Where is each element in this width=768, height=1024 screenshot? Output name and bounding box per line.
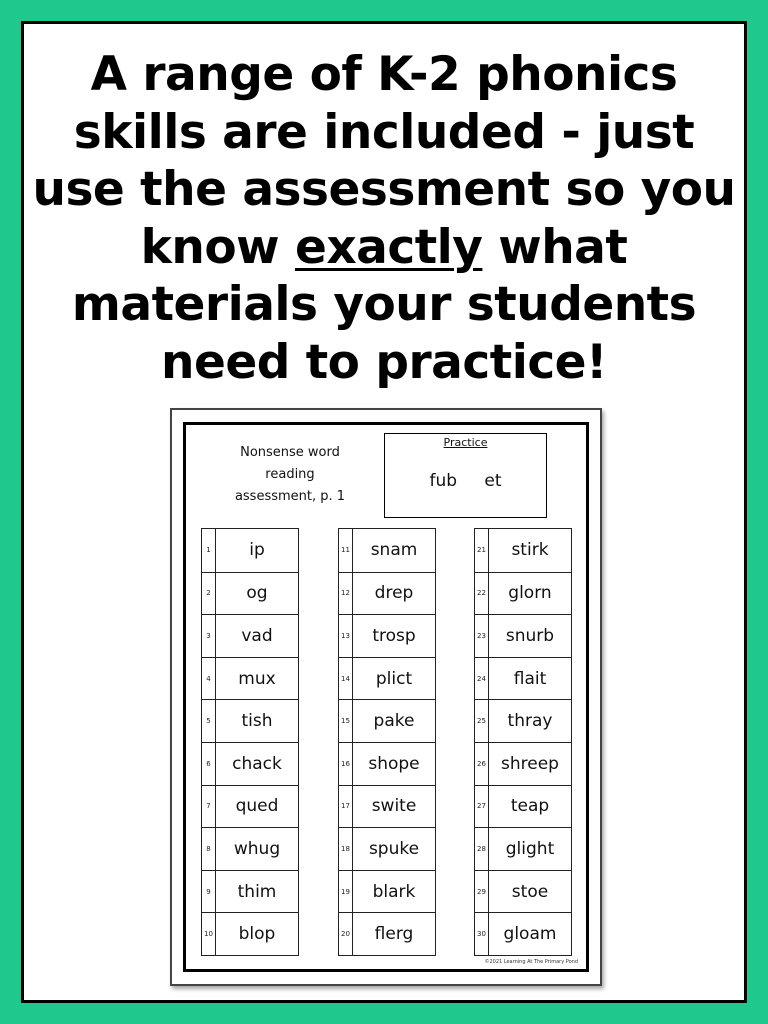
word-number: 13	[339, 615, 353, 657]
word-row	[202, 827, 298, 870]
worksheet-preview	[170, 408, 602, 986]
nonsense-word: plict	[375, 668, 413, 689]
word-number: 18	[339, 828, 353, 870]
nonsense-word: flerg	[374, 924, 414, 945]
nonsense-word: og	[246, 583, 268, 604]
word-number: 6	[202, 743, 216, 785]
word-number: 7	[202, 786, 216, 828]
copyright-note: ©2021 Learning At The Primary Pond	[484, 959, 578, 965]
word-row	[475, 572, 571, 615]
word-number: 10	[202, 913, 216, 955]
word-number: 17	[339, 786, 353, 828]
headline	[24, 46, 744, 391]
word-row	[339, 785, 435, 828]
word-number: 1	[202, 529, 216, 572]
word-number: 9	[202, 871, 216, 913]
word-number: 16	[339, 743, 353, 785]
word-column-2	[338, 528, 436, 956]
nonsense-word: shope	[368, 753, 420, 774]
word-row	[202, 785, 298, 828]
word-number: 3	[202, 615, 216, 657]
nonsense-word: mux	[238, 668, 276, 689]
nonsense-word: chack	[232, 753, 282, 774]
nonsense-word: glight	[505, 838, 555, 859]
word-row	[339, 870, 435, 913]
nonsense-word: shreep	[501, 753, 559, 774]
word-row	[339, 572, 435, 615]
word-number: 22	[475, 573, 489, 615]
word-row	[202, 657, 298, 700]
nonsense-word: stirk	[511, 540, 549, 561]
word-row	[339, 742, 435, 785]
slide-panel	[21, 21, 747, 1003]
word-column-3	[474, 528, 572, 956]
word-number: 8	[202, 828, 216, 870]
nonsense-word: blark	[372, 881, 416, 902]
word-number: 2	[202, 573, 216, 615]
nonsense-word: thray	[507, 711, 553, 732]
word-row	[339, 657, 435, 700]
word-row	[475, 699, 571, 742]
nonsense-word: thim	[237, 881, 277, 902]
word-row	[202, 742, 298, 785]
word-row	[339, 699, 435, 742]
headline-line-5: materials your students	[71, 277, 697, 332]
word-row	[202, 529, 298, 572]
word-row	[475, 657, 571, 700]
word-row	[475, 912, 571, 955]
word-number: 20	[339, 913, 353, 955]
word-number: 27	[475, 786, 489, 828]
word-row	[339, 912, 435, 955]
nonsense-word: spuke	[368, 838, 420, 859]
headline-line-3: use the assessment so you	[32, 162, 736, 217]
word-row	[475, 742, 571, 785]
nonsense-word: trosp	[372, 625, 416, 646]
word-row	[339, 827, 435, 870]
word-number: 23	[475, 615, 489, 657]
word-number: 21	[475, 529, 489, 572]
headline-line-4-end: what	[482, 219, 628, 275]
nonsense-word: blop	[238, 924, 276, 945]
nonsense-word: tish	[241, 711, 273, 732]
practice-title: Practice	[443, 436, 488, 449]
nonsense-word: vad	[241, 625, 273, 646]
word-row	[202, 912, 298, 955]
word-number: 5	[202, 700, 216, 742]
nonsense-word: snam	[370, 540, 418, 561]
nonsense-word: snurb	[505, 625, 555, 646]
word-row	[475, 529, 571, 572]
nonsense-word: whug	[233, 838, 281, 859]
word-row	[339, 614, 435, 657]
headline-line-4-start: know	[140, 219, 295, 275]
headline-line-6: need to practice!	[161, 334, 607, 390]
word-number: 24	[475, 658, 489, 700]
word-number: 30	[475, 913, 489, 955]
nonsense-word: gloam	[503, 924, 557, 945]
word-number: 15	[339, 700, 353, 742]
word-number: 4	[202, 658, 216, 700]
word-number: 26	[475, 743, 489, 785]
word-number: 29	[475, 871, 489, 913]
headline-line-4	[24, 219, 744, 277]
nonsense-word: qued	[235, 796, 279, 817]
nonsense-word: teap	[510, 796, 550, 817]
practice-box	[384, 433, 547, 518]
nonsense-word: swite	[371, 796, 417, 817]
word-row	[202, 870, 298, 913]
word-row	[339, 529, 435, 572]
nonsense-word: stoe	[511, 881, 549, 902]
word-row	[202, 699, 298, 742]
nonsense-word: flait	[513, 668, 547, 689]
word-row	[475, 785, 571, 828]
word-row	[202, 572, 298, 615]
worksheet-border	[183, 422, 589, 972]
headline-emphasis: exactly	[294, 219, 483, 275]
worksheet-title: Nonsense word reading assessment, p. 1	[234, 445, 346, 504]
practice-words: fub et	[429, 471, 502, 491]
word-number: 11	[339, 529, 353, 572]
word-row	[475, 827, 571, 870]
word-number: 12	[339, 573, 353, 615]
word-row	[202, 614, 298, 657]
nonsense-word: ip	[249, 540, 265, 561]
word-number: 14	[339, 658, 353, 700]
headline-line-1: A range of K-2 phonics	[90, 47, 678, 102]
word-number: 25	[475, 700, 489, 742]
nonsense-word: pake	[373, 711, 415, 732]
word-column-1	[201, 528, 299, 956]
headline-line-2: skills are included - just	[73, 104, 695, 160]
nonsense-word: glorn	[508, 583, 552, 604]
word-number: 28	[475, 828, 489, 870]
word-row	[475, 614, 571, 657]
word-number: 19	[339, 871, 353, 913]
word-row	[475, 870, 571, 913]
nonsense-word: drep	[374, 583, 414, 604]
